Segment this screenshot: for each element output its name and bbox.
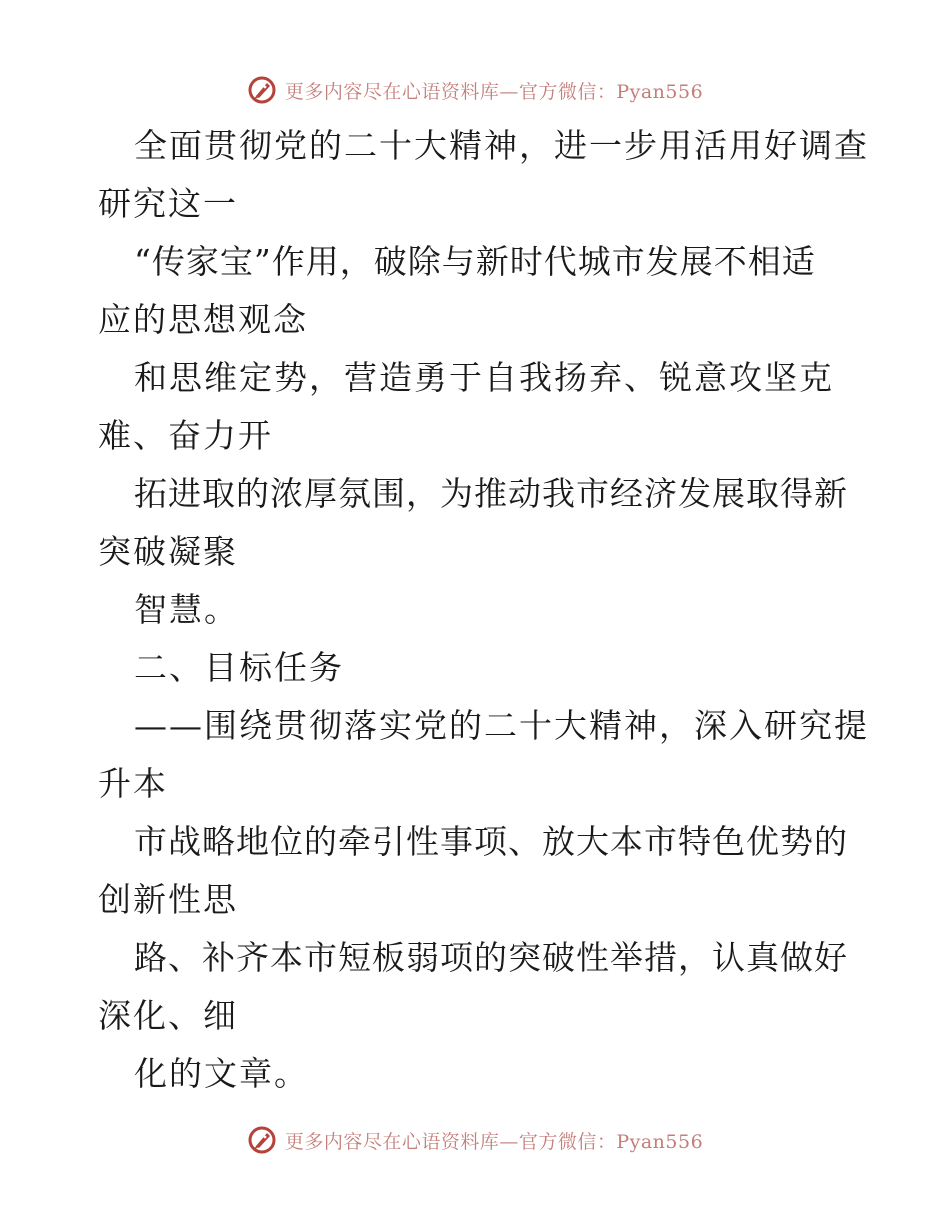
paragraph-line: ——围绕贯彻落实党的二十大精神，深入研究提 xyxy=(134,706,869,745)
footer-banner-text xyxy=(285,1127,703,1154)
footer-banner-main: 更多内容尽在心语资料库 xyxy=(284,1130,500,1153)
header-banner-dash: — xyxy=(499,80,519,103)
header-banner-main: 更多内容尽在心语资料库 xyxy=(284,80,500,103)
paragraph-line: 难、奋力开 xyxy=(98,416,273,455)
footer-banner-suffix: 官方微信：Pyan556 xyxy=(518,1130,704,1153)
paragraph-line: 突破凝聚 xyxy=(98,532,238,571)
page-footer-banner xyxy=(0,1120,950,1160)
document-body xyxy=(98,117,869,1103)
header-banner-suffix: 官方微信：Pyan556 xyxy=(518,80,704,103)
paragraph-line: 应的思想观念 xyxy=(98,300,308,339)
paragraph-line: 深化、细 xyxy=(98,996,238,1035)
footer-banner-dash: — xyxy=(499,1130,519,1153)
paragraph-line: 创新性思 xyxy=(98,880,238,919)
paragraph-line: 和思维定势，营造勇于自我扬弃、锐意攻坚克 xyxy=(134,358,834,397)
pen-nib-circle-icon xyxy=(247,1125,277,1155)
page-header-banner xyxy=(0,70,950,110)
paragraph-line: 市战略地位的牵引性事项、放大本市特色优势的 xyxy=(134,822,848,861)
section-heading: 二、目标任务 xyxy=(134,648,344,687)
header-banner-text xyxy=(285,77,703,104)
paragraph-line: 研究这一 xyxy=(98,184,238,223)
paragraph-line: 拓进取的浓厚氛围，为推动我市经济发展取得新 xyxy=(134,474,848,513)
paragraph-line: 智慧。 xyxy=(134,590,239,629)
paragraph-line: 化的文章。 xyxy=(134,1054,309,1093)
paragraph-line: 全面贯彻党的二十大精神，进一步用活用好调查 xyxy=(134,126,869,165)
paragraph-line: 路、补齐本市短板弱项的突破性举措，认真做好 xyxy=(134,938,848,977)
paragraph-line: “传家宝”作用，破除与新时代城市发展不相适 xyxy=(134,242,816,281)
paragraph-line: 升本 xyxy=(98,764,168,803)
pen-nib-circle-icon xyxy=(247,75,277,105)
